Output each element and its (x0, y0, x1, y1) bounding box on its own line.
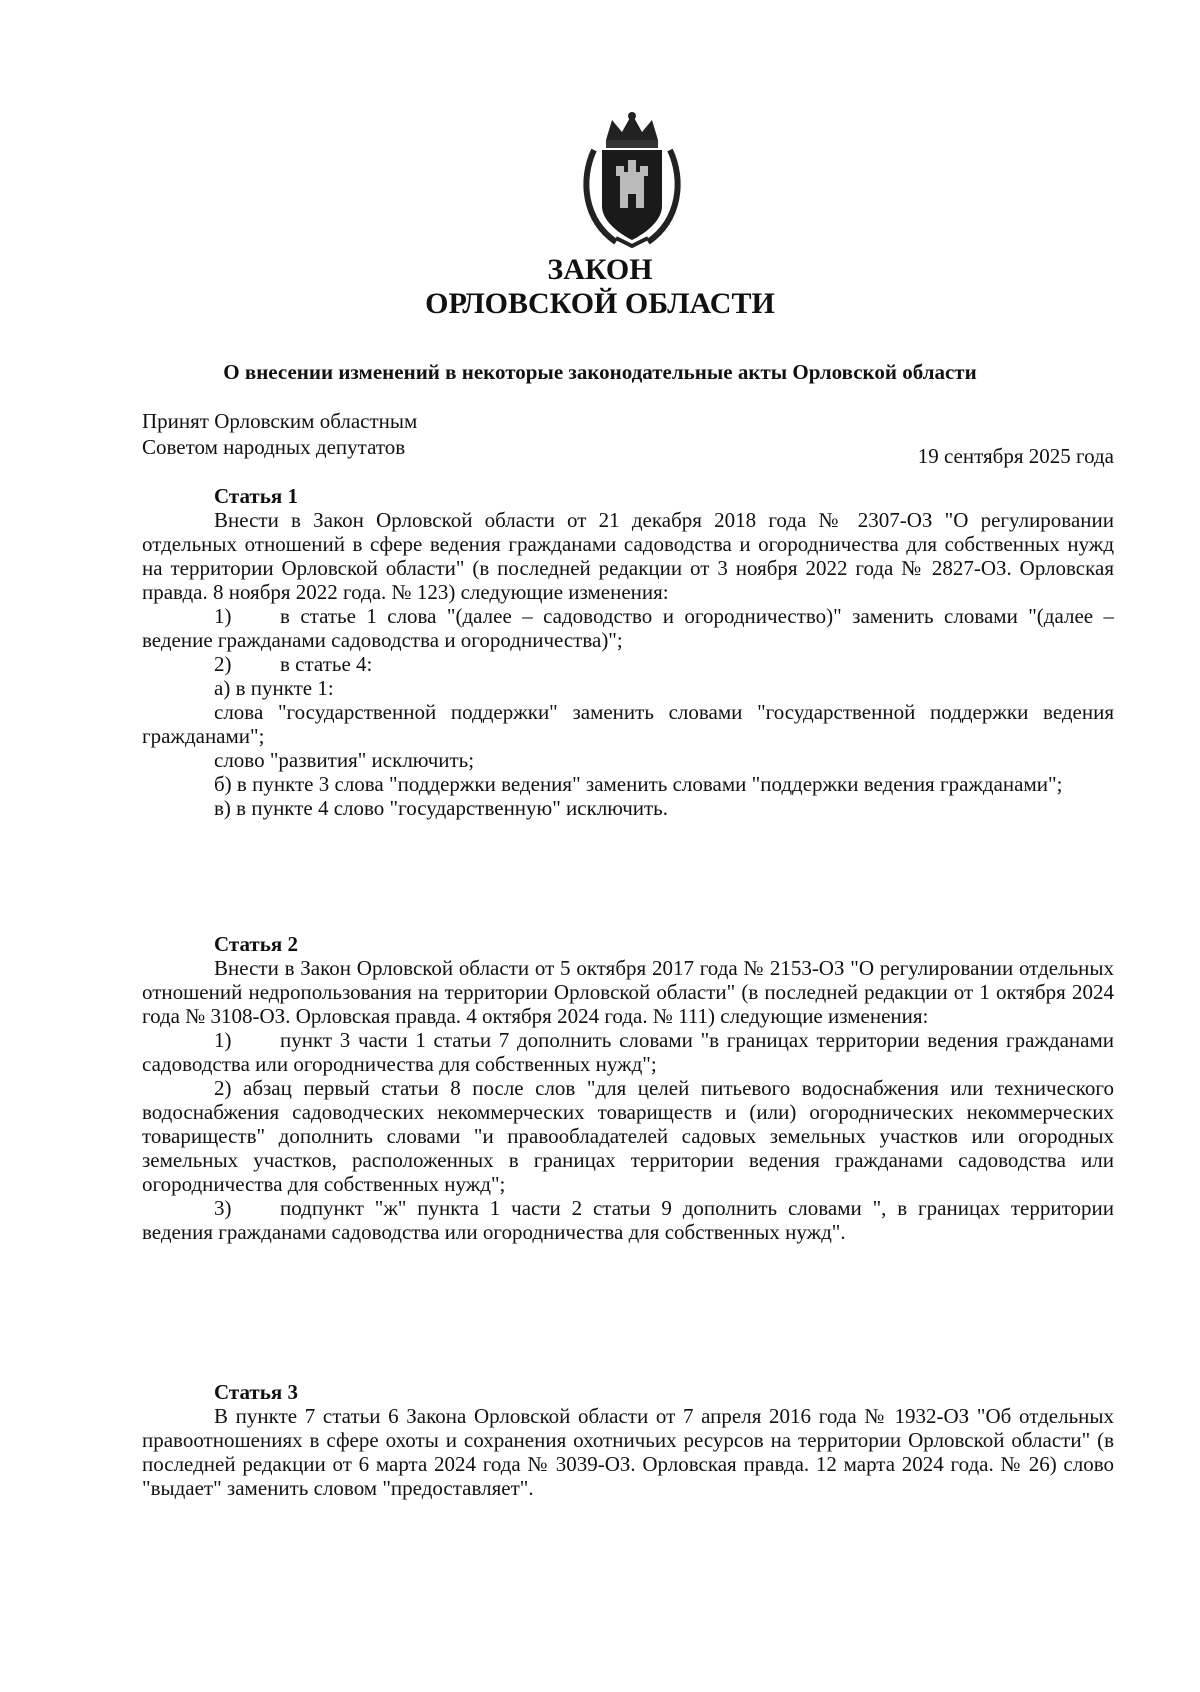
adoption-date: 19 сентября 2025 года (917, 444, 1114, 468)
adoption-info (142, 408, 417, 460)
document-title-line1: ЗАКОН (547, 253, 653, 286)
article-2-item-3 (142, 1196, 1114, 1244)
coat-of-arms-emblem (576, 110, 688, 250)
article-2-item-3-number: 3) (214, 1196, 232, 1220)
article-1-sub-a-2: слово "развития" исключить; (214, 748, 475, 772)
article-3-text: В пункте 7 статьи 6 Закона Орловской области от 7 апреля 2016 года № 1932-ОЗ "Об отдельных правоотношениях в сфере охоты и сохранения охотничьих ресурсов на территории Орловской области" (в последней редакции от 6 марта 2024 года № 3039-ОЗ. Орловская правда. 12 марта 2024 года. № 26) слово "выдает" заменить словом "предоставляет". (142, 1404, 1114, 1500)
article-2-item-1-text: пункт 3 части 1 статьи 7 дополнить словами "в границах территории ведения гражданами садоводства или огородничества для собственных нужд"; (142, 1028, 1114, 1076)
article-2-item-3-text: подпункт "ж" пункта 1 части 2 статьи 9 дополнить словами ", в границах территории ведения гражданами садоводства или огородничества для собственных нужд". (142, 1196, 1114, 1244)
article-2-item-1 (142, 1028, 1114, 1076)
article-1-sub-a: а) в пункте 1: (214, 676, 334, 700)
document-subtitle: О внесении изменений в некоторые законодательные акты Орловской области (223, 360, 977, 384)
article-1-sub-c: в) в пункте 4 слово "государственную" исключить. (214, 796, 668, 820)
adoption-line2: Советом народных депутатов (142, 435, 406, 459)
article-1-item-2 (142, 652, 1114, 676)
article-2-intro: Внести в Закон Орловской области от 5 октября 2017 года № 2153-ОЗ "О регулировании отдельных отношений недропользования на территории Орловской области" (в последней редакции от 1 октября 2024 года № 3108-ОЗ. Орловская правда. 4 октября 2024 года. № 111) следующие изменения: (142, 956, 1114, 1028)
article-1-intro: Внести в Закон Орловской области от 21 декабря 2018 года № 2307-ОЗ "О регулировании отдельных отношений в сфере ведения гражданами садоводства и огородничества для собственных нужд на территории Орловской области" (в последней редакции от 3 ноября 2022 года № 2827-ОЗ. Орловская правда. 8 ноября 2022 года. № 123) следующие изменения: (142, 508, 1114, 604)
article-1-item-2-text: в статье 4: (280, 652, 373, 676)
article-1-item-2-number: 2) (214, 652, 232, 676)
article-1-sub-a-1: слова "государственной поддержки" заменить словами "государственной поддержки ведения гражданами"; (142, 700, 1114, 748)
article-1-heading: Статья 1 (214, 484, 298, 508)
document-title-line2: ОРЛОВСКОЙ ОБЛАСТИ (425, 287, 775, 320)
article-2-heading: Статья 2 (214, 932, 298, 956)
article-1 (142, 484, 1114, 820)
article-2 (142, 932, 1114, 1244)
article-3 (142, 1380, 1114, 1500)
article-3-heading: Статья 3 (214, 1380, 298, 1404)
adoption-line1: Принят Орловским областным (142, 409, 418, 433)
article-1-item-1 (142, 604, 1114, 652)
article-2-item-2: 2) абзац первый статьи 8 после слов "для целей питьевого водоснабжения или технического водоснабжения садоводческих некоммерческих товариществ и (или) огороднических некоммерческих товариществ" дополнить словами "и правообладателей садовых земельных участков или огородных земельных участков, расположенных в границах территории ведения гражданами садоводства или огородничества для собственных нужд"; (142, 1076, 1114, 1196)
article-1-item-1-number: 1) (214, 604, 232, 628)
article-1-item-1-text: в статье 1 слова "(далее – садоводство и огородничество)" заменить словами "(далее – ведение гражданами садоводства и огородничества)"; (142, 604, 1114, 652)
article-2-item-1-number: 1) (214, 1028, 232, 1052)
article-1-sub-b: б) в пункте 3 слова "поддержки ведения" заменить словами "поддержки ведения гражданами"; (214, 772, 1063, 796)
